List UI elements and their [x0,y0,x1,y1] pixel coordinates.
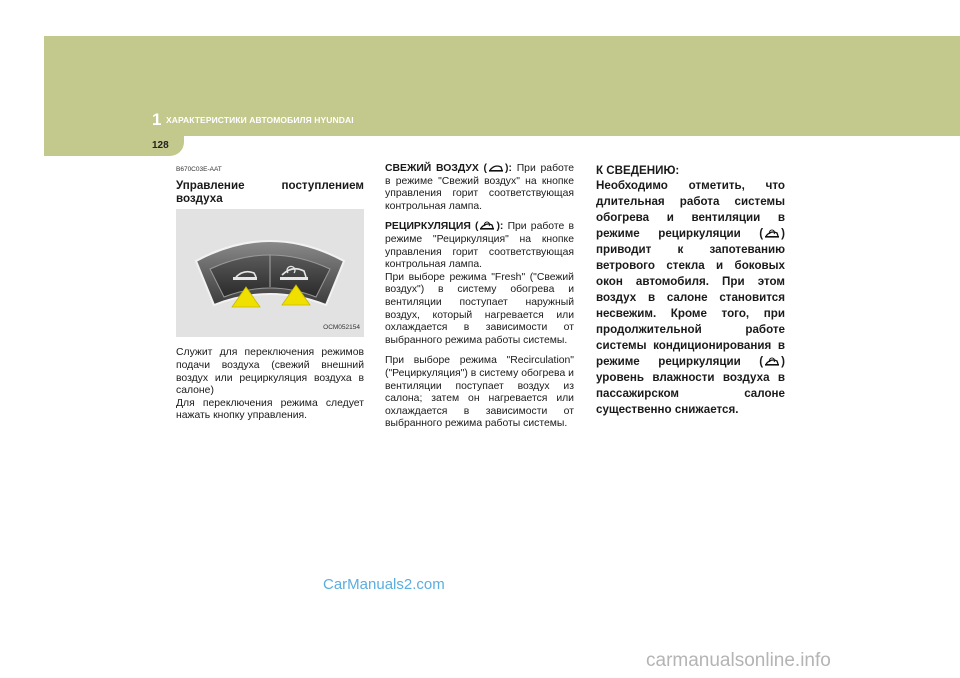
fresh-air-paragraph [385,163,574,213]
photo-code: OCM052154 [323,323,360,331]
recirculation-label: РЕЦИРКУЛЯЦИЯ ( [385,221,479,233]
recirculation-icon [764,229,780,239]
control-photo [176,209,364,337]
page-number: 128 [152,140,169,151]
recirculation-icon [764,357,780,367]
column-middle [385,163,574,431]
chapter-title: ХАРАКТЕРИСТИКИ АВТОМОБИЛЯ HYUNDAI [166,115,354,125]
air-intake-control-illustration [176,209,364,337]
fresh-select-text: При выборе режима "Fresh" ("Свежий воздух") в систему обогрева и вентиляции поступает наружный воздух, который нагревается или охлаждается в зависимости от выбранного режима работы системы. [385,271,574,346]
caption-text: Служит для переключения режимов подачи воздуха (свежий внешний воздух или рециркуляция воздуха в салоне) [176,347,364,397]
watermark-carmanuals[interactable]: CarManuals2.com [323,576,445,593]
section-code: B670C03E-AAT [176,166,222,173]
fresh-air-label-end: ): [505,163,512,174]
notice-title: К СВЕДЕНИЮ: [596,164,680,177]
recirculation-paragraph [385,221,574,271]
fresh-air-icon [488,163,504,173]
section-title: Управление поступлением воздуха [176,178,364,205]
recirc-select-text: При выборе режима "Recirculation" ("Рециркуляция") в систему обогрева и вентиляции поступает воздух из салона; затем он нагревается или охлаждается в зависимости от выбранного режима работы системы. [385,355,574,430]
caption-text-2: Для переключения режима следует нажать кнопку управления. [176,397,364,422]
column-right [596,163,785,418]
notice-text-part-3: ) уровень влажности воздуха в пассажирском салоне существенно снижается. [596,355,785,416]
chapter-number: 1 [152,110,162,129]
notice-text [596,178,785,418]
watermark-online[interactable]: carmanualsonline.info [646,650,831,671]
fresh-air-label: СВЕЖИЙ ВОЗДУХ ( [385,163,488,174]
fresh-air-text: При работе в режиме "Свежий воздух" на кнопке управления горит соответствующая контрольная лампа. [385,163,574,212]
notice-text-part-2: ) приводит к запотеванию ветрового стекла и боковых окон автомобиля. При этом воздух в салоне становится несвежим. Кроме того, при продолжительной работе системы кондиционирования в режиме рециркуляции ( [596,227,785,368]
notice-text-part-1: Необходимо отметить, что длительная работа системы обогрева и вентиляции в режиме рециркуляции ( [596,179,785,240]
recirculation-icon [479,221,495,231]
column-left [176,164,364,423]
recirculation-text: При работе в режиме "Рециркуляция" на кнопке управления горит соответствующая контрольная лампа. [385,221,574,271]
recirculation-label-end: ): [496,221,504,233]
